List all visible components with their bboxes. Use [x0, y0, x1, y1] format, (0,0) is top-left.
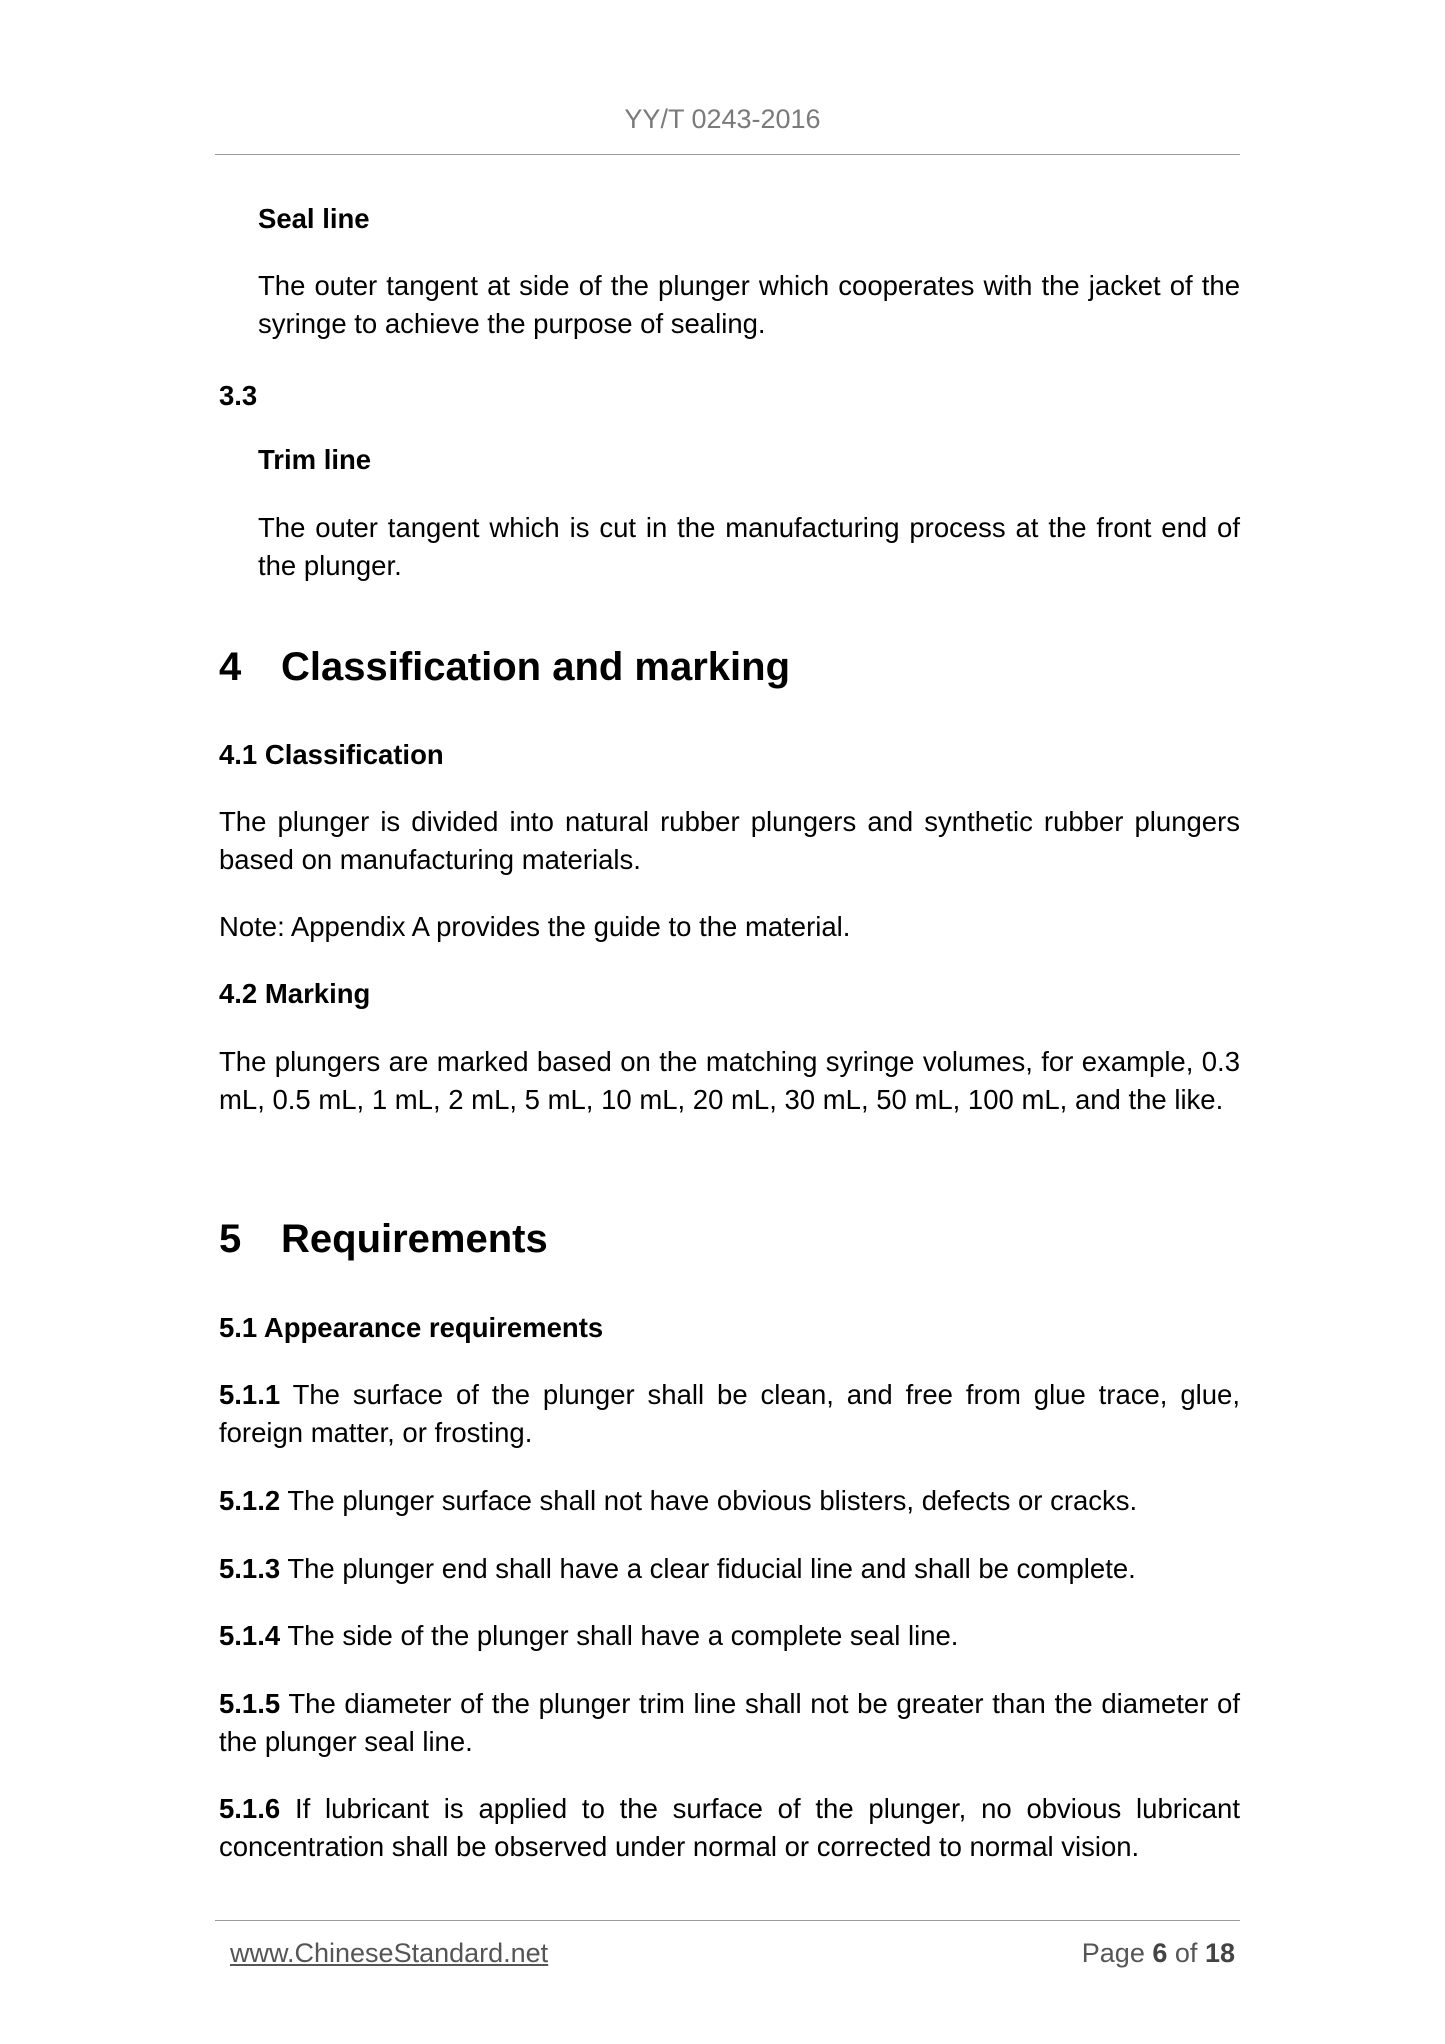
requirement-number: 5.1.1: [219, 1379, 281, 1410]
requirement-5-1-5: [219, 1685, 1240, 1761]
page-label: Page: [1081, 1938, 1145, 1968]
requirement-number: 5.1.4: [219, 1620, 281, 1651]
requirement-number: 5.1.5: [219, 1688, 281, 1719]
requirement-5-1-3: [219, 1550, 1240, 1588]
definition-seal-line: The outer tangent at side of the plunger which cooperates with the jacket of the syringe to achieve the purpose of sealing.: [258, 270, 1240, 339]
text-4-2: The plungers are marked based on the matching syringe volumes, for example, 0.3 mL, 0.5 mL, 1 mL, 2 mL, 5 mL, 10 mL, 20 mL, 30 mL, 50 mL, 100 mL, and the like.: [219, 1046, 1240, 1115]
requirement-5-1-1: [219, 1376, 1240, 1452]
heading-section-5-title: Requirements: [281, 1217, 548, 1261]
term-trim-line: Trim line: [258, 444, 372, 475]
heading-5-1: 5.1 Appearance requirements: [219, 1312, 604, 1343]
heading-section-4-title: Classification and marking: [281, 645, 791, 689]
requirement-number: 5.1.2: [219, 1485, 281, 1516]
requirement-number: 5.1.3: [219, 1553, 281, 1584]
page-total: 18: [1204, 1938, 1235, 1968]
requirement-5-1-6: [219, 1790, 1240, 1866]
note-4-1: Note: Appendix A provides the guide to the material.: [219, 911, 851, 942]
heading-section-4: [219, 642, 790, 692]
header-divider: [215, 154, 1240, 155]
heading-section-4-number: 4: [219, 645, 242, 689]
requirement-text: The side of the plunger shall have a complete seal line.: [287, 1620, 959, 1651]
requirement-text: If lubricant is applied to the surface of the plunger, no obvious lubricant concentration shall be observed under normal or corrected to normal vision.: [219, 1793, 1240, 1862]
page-indicator: [1082, 1938, 1235, 1969]
text-4-1: The plunger is divided into natural rubber plungers and synthetic rubber plungers based on manufacturing materials.: [219, 806, 1240, 875]
definition-trim-line: The outer tangent which is cut in the manufacturing process at the front end of the plunger.: [258, 512, 1240, 581]
requirement-text: The surface of the plunger shall be clean, and free from glue trace, glue, foreign matter, or frosting.: [219, 1379, 1240, 1448]
requirement-5-1-4: [219, 1617, 1240, 1655]
page-current: 6: [1152, 1938, 1168, 1968]
footer-divider: [215, 1920, 1240, 1921]
heading-section-5-number: 5: [219, 1217, 242, 1261]
term-seal-line: Seal line: [258, 203, 370, 234]
website-link[interactable]: www.ChineseStandard.net: [230, 1938, 549, 1968]
requirement-text: The plunger surface shall not have obvious blisters, defects or cracks.: [287, 1485, 1138, 1516]
requirement-text: The diameter of the plunger trim line shall not be greater than the diameter of the plunger seal line.: [219, 1688, 1240, 1757]
clause-number-3-3: 3.3: [219, 380, 258, 411]
requirement-number: 5.1.6: [219, 1793, 281, 1824]
requirement-5-1-2: [219, 1482, 1240, 1520]
page-of-label: of: [1174, 1938, 1198, 1968]
heading-4-2: 4.2 Marking: [219, 978, 371, 1009]
requirement-text: The plunger end shall have a clear fiducial line and shall be complete.: [287, 1553, 1136, 1584]
document-code-header: YY/T 0243-2016: [624, 104, 821, 134]
heading-4-1: 4.1 Classification: [219, 739, 444, 770]
heading-section-5: [219, 1214, 548, 1264]
